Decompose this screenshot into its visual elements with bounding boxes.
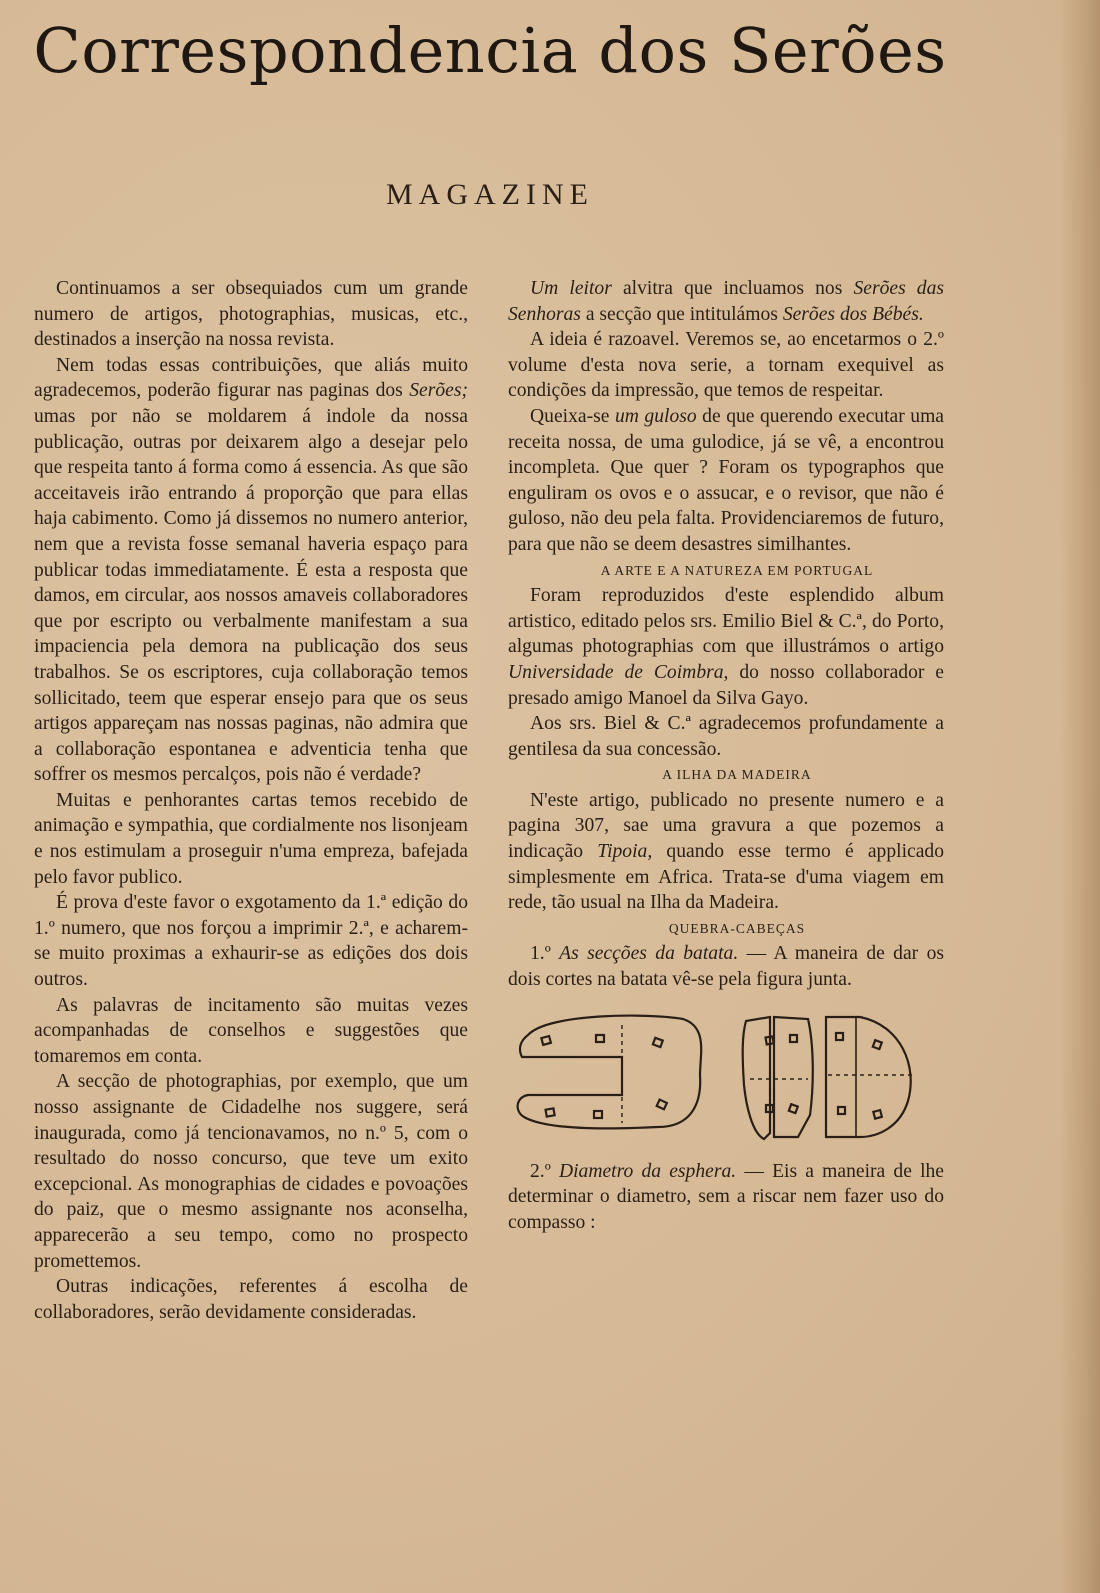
paragraph: Outras indicações, referentes á escolha de collaboradores, serão devidamente consideradas. [34,1276,468,1323]
paragraph: É prova d'este favor o exgotamento da 1.ª edição do 1.º numero, que nos forçou a imprimir 2.ª, e acharem-se muito proximas a exhaurir-se as edições dos dois outros. [34,892,468,991]
paragraph: Queixa-se um guloso de que querendo executar uma receita nossa, de uma gulodice, já se vê, a encontrou incompleta. Que quer ? Foram os typographos que enguliram os ovos e o assucar, e o revisor, que não é guloso, não deu pela falta. Providenciaremos de futuro, para que não se deem desastres similhantes. [508,405,945,555]
paragraph: A ideia é razoavel. Veremos se, ao encetarmos o 2.º volume d'esta nova serie, a tornam exequivel as condições da impressão, que temos de respeitar. [508,329,944,402]
subheading-ilha-madeira: A ILHA DA MADEIRA [662,767,812,783]
left-column [34,276,468,1325]
paragraph: A secção de photographias, por exemplo, que um nosso assignante de Cidadelhe nos suggere, será inaugurada, como já tencionavamos, no n.º 5, com o resultado do nosso concurso, que teve um exito excepcional. As monographias de cidades e povoações do paiz, que o mesmo assignante nos aconselha, apparecerão a seu tempo, como no prospecto promettemos. [34,1071,468,1272]
paragraph: Nem todas essas contribuições, que aliás muito agradecemos, poderão figurar nas paginas dos Serões; umas por não se moldarem á indole da nossa publicação, outras por deixarem algo a desejar pelo que respeita tanto á forma como á essencia. As que são acceitaveis irão entrando á proporção que para ellas haja cabimento. Como já dissemos no numero anterior, nem que a revista fosse semanal haveria espaço para publicar todas immediatamente. É esta a resposta que damos, em circular, aos nossos amaveis collaboradores que por escripto ou verbalmente manifestam a sua impaciencia pela demora na publicação dos seus trabalhos. Se os escriptores, cuja collaboração temos sollicitado, teem que esperar ensejo para que os seus artigos appareçam nas nossas paginas, não admira que a collaboração espontanea e adventicia tenha que soffrer os mesmos percalços, pois não é verdade? [34,354,468,786]
right-column [508,276,944,1235]
paragraph: As palavras de incitamento são muitas vezes acompanhadas de conselhos e suggestões que tomaremos em conta. [34,994,468,1067]
paragraph: Muitas e penhorantes cartas temos recebido de animação e sympathia, que cordialmente nos lisonjeam e nos estimulam a proseguir n'uma empreza, bafejada pelo favor publico. [34,789,468,888]
section-title: MAGAZINE [386,178,594,211]
subheading-arte-natureza: A ARTE E A NATUREZA EM PORTUGAL [600,562,874,578]
paragraph: Um leitor alvitra que incluamos nos Serões das Senhoras a secção que intitulámos Serões dos Bébés. [508,278,945,325]
paragraph: 1.º As secções da batata. — A maneira de dar os dois cortes na batata vê-se pela figura junta. [508,943,944,991]
subheading-quebra-cabecas: QUEBRA-CABEÇAS [668,920,806,936]
page-title: Correspondencia dos Serões [33,14,947,87]
paragraph: 2.º Diametro da esphera. — Eis a maneira de lhe determinar o diametro, sem a riscar nem fazer uso do compasso : [508,1160,945,1233]
paragraph: Continuamos a ser obsequiados cum um grande numero de artigos, photographias, musicas, etc., destinados a inserção na nossa revista. [34,278,468,351]
paragraph: N'este artigo, publicado no presente numero e a pagina 307, sae uma gravura a que pozemos a indicação Tipoia, quando esse termo é applicado simplesmente em Africa. Trata-se d'uma viagem em rede, tão usual na Ilha da Madeira. [508,789,944,914]
paragraph: Aos srs. Biel & C.ª agradecemos profundamente a gentilesa da sua concessão. [508,713,944,760]
paragraph: Foram reproduzidos d'este esplendido album artistico, editado pelos srs. Emilio Biel & C.ª, do Porto, algumas photographias com que illustrámos o artigo Universidade de Coimbra, do nosso collaborador e presado amigo Manoel da Silva Gayo. [508,585,945,709]
page-edge-shadow [1060,0,1100,1593]
potato-sections-figure [508,1005,944,1145]
